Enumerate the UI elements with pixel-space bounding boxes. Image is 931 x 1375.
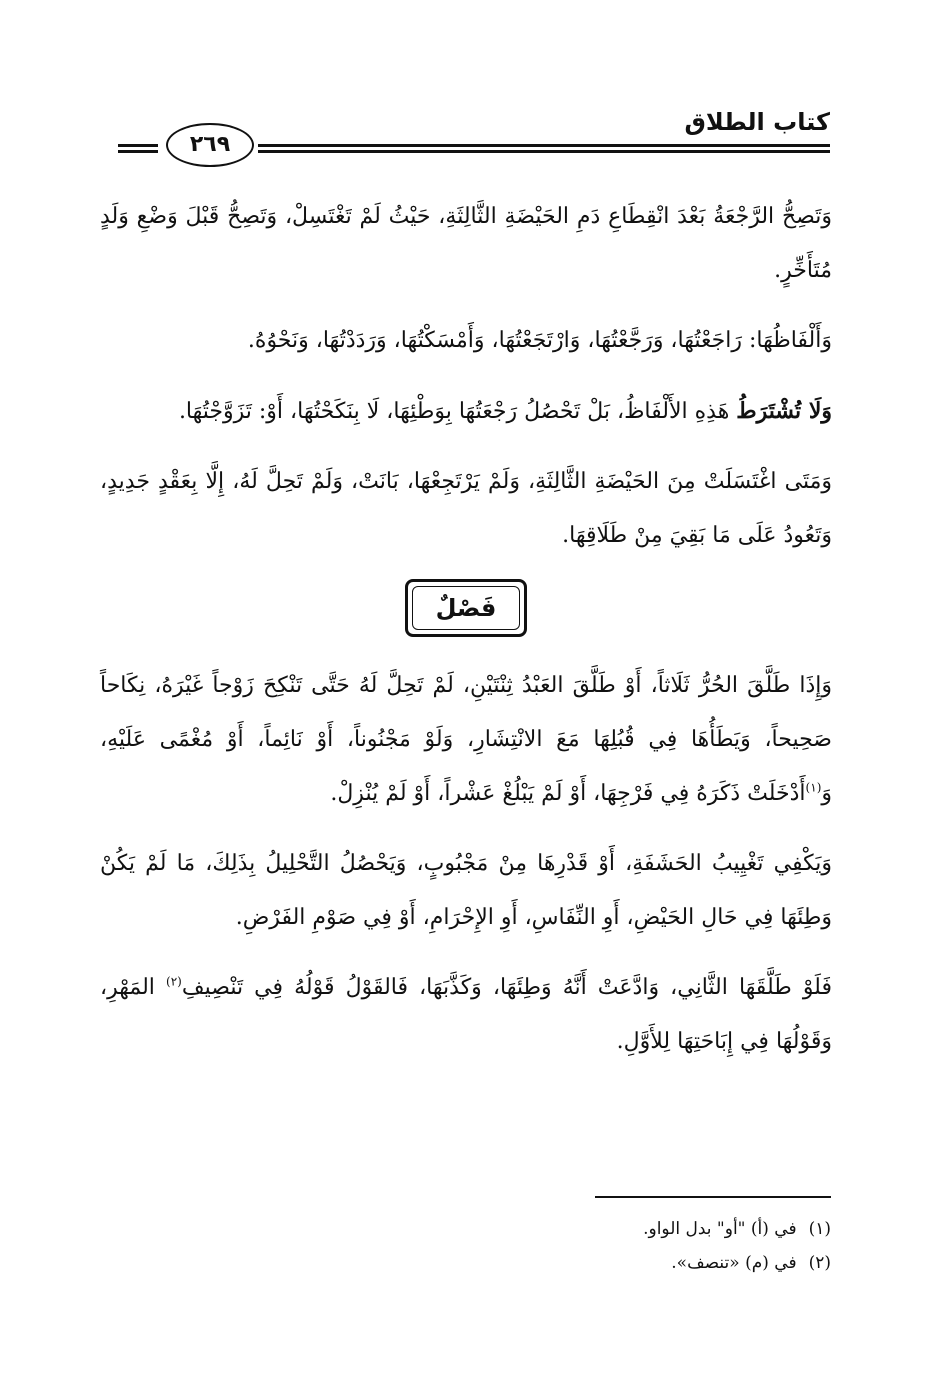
footnote-text: في (م) «تنصف».: [671, 1253, 797, 1273]
page-number: ٢٦٩: [166, 123, 254, 167]
footnote-number: (٢): [808, 1253, 831, 1273]
section-title: فَصْلٌ: [412, 586, 520, 630]
footnotes: [99, 1212, 831, 1280]
footnote-ref-1: (١): [805, 780, 822, 795]
paragraph-5-text-b: أَدْخَلَتْ ذَكَرَهُ فِي فَرْجِهَا، أَوْ لَمْ يَبْلُغْ عَشْراً، أَوْ لَمْ يُنْزِلْ.: [330, 781, 806, 806]
bold-lead: وَلَا تُشْتَرَطُ: [736, 398, 832, 424]
paragraph-1: وَتَصِحُّ الرَّجْعَةُ بَعْدَ انْقِطَاعِ دَمِ الحَيْضَةِ الثَّالِثَةِ، حَيْثُ لَمْ تَغْتَسِلْ، وَتَصِحُّ قَبْلَ وَضْعِ وَلَدٍ مُتَأَخِّرٍ.: [100, 204, 832, 283]
paragraph-2: وَأَلْفَاظُهَا: رَاجَعْتُهَا، وَرَجَّعْتُهَا، وَارْتَجَعْتُهَا، وَأَمْسَكْتُهَا، وَرَدَدْتُهَا، وَنَحْوُهُ.: [247, 328, 832, 353]
section-frame: [405, 579, 527, 637]
paragraph-5-text-a: وَإِذَا طَلَّقَ الحُرُّ ثَلَاثاً، أَوْ طَلَّقَ العَبْدُ ثِنْتَيْنِ، لَمْ تَحِلَّ لَهُ حَتَّى تَنْكِحَ زَوْجاً غَيْرَهُ، نِكَاحاً صَحِيحاً، وَيَطَأُهَا فِي قُبُلِهَا مَعَ الانْتِشَارِ، وَلَوْ مَجْنُوناً، أَوْ نَائِماً، أَوْ مُغْمًى عَلَيْهِ، وَ: [100, 673, 832, 806]
paragraph-7-text-b: المَهْرِ، وَقَوْلُهَا فِي إِبَاحَتِهَا لِلأَوَّلِ.: [100, 975, 832, 1054]
footnote-divider: [595, 1196, 831, 1198]
footnote-text: في (أ) "أو" بدل الواو.: [643, 1219, 797, 1239]
paragraph-5: [100, 659, 832, 821]
page-body: [100, 190, 832, 1085]
paragraph-7: [100, 961, 832, 1069]
paragraph-7-text-a: فَلَوْ طَلَّقَهَا الثَّانِي، وَادَّعَتْ أَنَّهُ وَطِئَهَا، وَكَذَّبَهَا، فَالقَوْلُ قَوْلُهُ فِي تَنْصِيفِ: [181, 975, 832, 1000]
paragraph-3: [100, 384, 832, 439]
paragraph-4: وَمَتَى اغْتَسَلَتْ مِنَ الحَيْضَةِ الثَّالِثَةِ، وَلَمْ يَرْتَجِعْهَا، بَانَتْ، وَلَمْ تَحِلَّ لَهُ، إِلَّا بِعَقْدٍ جَدِيدٍ، وَتَعُودُ عَلَى مَا بَقِيَ مِنْ طَلَاقِهَا.: [100, 469, 832, 548]
footnote-1: [99, 1212, 831, 1246]
footnote-2: [99, 1246, 831, 1280]
running-title: كتاب الطلاق: [684, 108, 830, 136]
page-header: [118, 100, 830, 170]
paragraph-3-text: هَذِهِ الأَلْفَاظُ، بَلْ تَحْصُلُ رَجْعَتُهَا بِوَطْئِهَا، لَا بِنَكَحْتُهَا، أَوْ: تَزَوَّجْتُهَا.: [178, 399, 737, 424]
footnote-ref-2: (٢): [166, 974, 182, 989]
section-heading: [100, 579, 832, 637]
paragraph-6: وَيَكْفِي تَغْيِيبُ الحَشَفَةِ، أَوْ قَدْرِهَا مِنْ مَجْبُوبٍ، وَيَحْصُلُ التَّحْلِيلُ بِذَلِكَ، مَا لَمْ يَكُنْ وَطِئَهَا فِي حَالِ الحَيْضِ، أَوِ النِّفَاسِ، أَوِ الإِحْرَامِ، أَوْ فِي صَوْمِ الفَرْضِ.: [100, 851, 832, 930]
footnote-number: (١): [808, 1219, 831, 1239]
